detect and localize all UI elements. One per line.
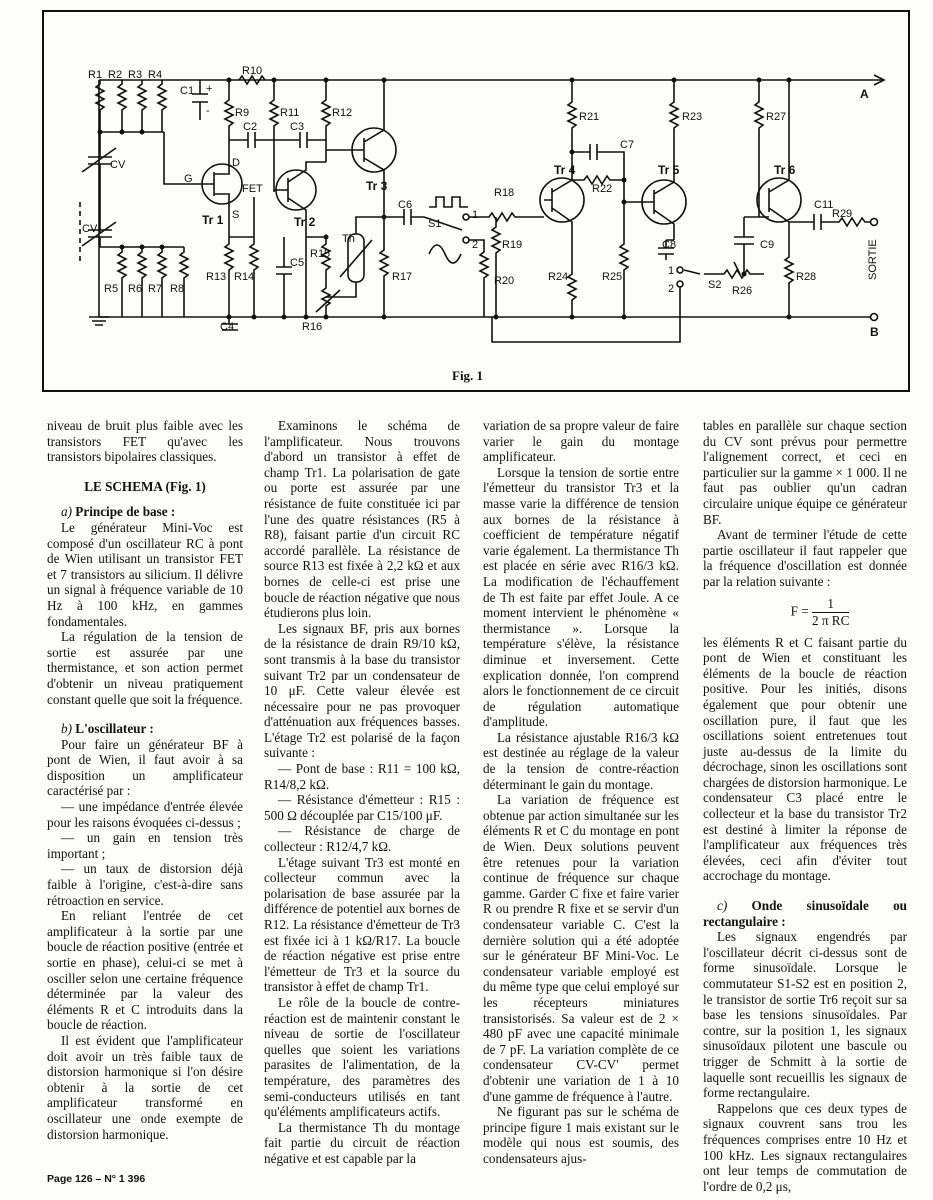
col1-p3: La régulation de la tension de sortie est assurée par une thermistance, et son action permet d'obtenir un niveau pratiquement constant quelle que soit la fréquence. [47, 629, 243, 707]
label-r10: R10 [242, 65, 263, 77]
col3-p5: Ne figurant pas sur le schéma de principe figure 1 mais existant sur le modèle qui nous est soumis, des condensateurs ajus- [483, 1104, 679, 1166]
label-cv2: CV [82, 223, 98, 235]
text-column-2 [264, 418, 460, 1167]
heading-principe-letter: a) [61, 504, 72, 520]
label-r3: R3 [128, 69, 143, 81]
col2-d1: — Pont de base : R11 = 100 kΩ, R14/8,2 kΩ. [264, 761, 460, 792]
col4-p5: Rappelons que ces deux types de signaux couvrent sans trou les fréquences comprises entre 10 Hz et 100 kHz. Les signaux rectangulaires ont leur temps de commutation de l'ordre de 0,2 μs, [703, 1100, 907, 1194]
heading-oscillateur-letter: b) [61, 721, 72, 737]
label-r23: R23 [682, 111, 703, 123]
label-r27: R27 [766, 111, 787, 123]
label-r2: R2 [108, 69, 123, 81]
col1-p6: Il est évident que l'amplificateur doit avoir un très faible taux de distorsion harmonique si l'on désire obtenir à la sortie de cet amplificateur transformé en oscillateur une onde exempte de distorsion harmonique. [47, 1032, 243, 1142]
label-r26: R26 [732, 285, 753, 297]
col3-p2: Lorsque la tension de sortie entre l'émetteur du transistor Tr3 et la masse varie la différence de tension aux bornes de la résistance à coefficient de température négatif varie également. La thermistance Th est placée en série avec R16/3 kΩ. La modification de l'échauffement de Th est faite par effet Joule. A ce moment intervient le phénomène « thermistance ». Lorsque la température s'élève, la résistance diminue et inversement. Cette explication donnée, l'on comprend alors le fonctionnement de ce circuit de régulation automatique d'amplitude. [483, 464, 679, 730]
label-r16: R16 [302, 321, 323, 333]
col2-d3: — Résistance de charge de collecteur : R12/4,7 kΩ. [264, 823, 460, 855]
label-c7: C7 [620, 139, 635, 151]
col1-d1: — une impédance d'entrée élevée pour les raisons évoquées ci-dessus ; [47, 799, 243, 830]
col1-d3: — un taux de distorsion déjà faible à l'origine, c'est-à-dire sans rétroaction en service. [47, 861, 243, 908]
label-r29: R29 [832, 208, 853, 220]
label-sortie: SORTIE [867, 239, 879, 280]
label-r13: R13 [206, 271, 227, 283]
label-r21: R21 [579, 111, 600, 123]
figure-caption: Fig. 1 [452, 368, 484, 383]
formula-lhs: F = [790, 603, 812, 619]
label-cv1: CV [110, 159, 126, 171]
col1-d2: — un gain en tension très important ; [47, 830, 243, 861]
label-r9: R9 [235, 107, 250, 119]
label-r28: R28 [796, 271, 817, 283]
label-c3: C3 [290, 121, 305, 133]
label-sw2: 2 [472, 239, 479, 251]
col3-p4: La variation de fréquence est obtenue par action simultanée sur les éléments R et C du montage en pont de Wien. Deux solutions peuvent être retenues pour la variation continue de fréquence sur chaque gamme. Garder C fixe et faire varier R ou prendre R fixe et se servir d'un condensateur variable C. C'est la dernière solution qui a été adoptée sur le générateur BF Mini-Voc. Le condensateur variable employé est du même type que celui employé sur les récepteurs miniatures transistorisés. Sa valeur est de 2 × 480 pF avec une capacité minimale de 7 pF. La variation complète de ce condensateur CV-CV' permet d'obtenir une variation de 1 à 10 d'une gamme de fréquence à l'autre. [483, 792, 679, 1104]
label-tr3: Tr 3 [366, 179, 388, 193]
heading-principe [47, 504, 243, 520]
label-c2: C2 [243, 121, 258, 133]
heading-oscillateur-title: L'oscillateur : [72, 721, 154, 737]
label-sw1: 1 [472, 209, 479, 221]
col2-p4: Le rôle de la boucle de contre-réaction est de maintenir constant le niveau de sortie de l'oscillateur quelles que soient les variations parasites de l'alimentation, de la température, des paramètres des semi-conducteurs utilisés en tant qu'éléments amplificateurs actifs. [264, 994, 460, 1120]
text-column-1 [47, 418, 243, 1142]
label-r22: R22 [592, 183, 613, 195]
label-tr5: Tr 5 [658, 163, 680, 177]
heading-onde [703, 898, 907, 929]
label-gate: G [184, 173, 193, 185]
label-c5: C5 [290, 257, 305, 269]
col4-p4: Les signaux engendrés par l'oscillateur décrit ci-dessus sont de forme sinusoïdale. Lorsque le commutateur S1-S2 est en position 2, le transistor de sortie Tr6 reçoit sur sa base les tensions sinusoïdales. Par contre, sur la position 1, les signaux sinusoïdaux pilotent une bascule ou trigger de Schmitt à la sortie de laquelle sont recueillis les signaux de forme rectangulaire. [703, 929, 907, 1101]
heading-oscillateur [47, 721, 243, 737]
frequency-formula [733, 596, 907, 629]
formula-denominator: 2 π RC [811, 612, 850, 628]
label-r7: R7 [148, 283, 163, 295]
col2-d2: — Résistance d'émetteur : R15 : 500 Ω découplée par C15/100 μF. [264, 792, 460, 823]
label-out-b: B [870, 325, 879, 339]
col1-p4: Pour faire un générateur BF à pont de Wien, il faut avoir à sa disposition un amplificateur caractérisé par : [47, 736, 243, 799]
label-sw3: 1 [668, 265, 675, 277]
label-tr1: Tr 1 [202, 213, 224, 227]
col4-p1: tables en parallèle sur chaque section du CV sont prévus pour permettre l'alignement correct, et ceci en particulier sur la gamme × 1 000. Il ne faut pas oublier qu'un cadran circulaire unique équipe ce générateur BF. [703, 418, 907, 527]
col1-p1: niveau de bruit plus faible avec les transistors FET qu'avec les transistors bipolaires classiques. [47, 418, 243, 465]
label-r1: R1 [88, 69, 103, 81]
label-sw4: 2 [668, 283, 675, 295]
col2-p1: Examinons le schéma de l'amplificateur. Nous trouvons d'abord un transistor à effet de champ Tr1. La polarisation de gate ou porte est assurée par une résistance de fuite constituée ici par l'une des quatre résistances (R5 à R8), faisant partie d'un circuit RC accordé parallèle. La résistance de source R13 est fixée à 2,2 kΩ et aux bornes de celle-ci est prise une boucle de réaction négative que nous étudierons plus loin. [264, 418, 460, 621]
label-c9: C9 [760, 239, 775, 251]
label-c4: C4 [220, 321, 235, 333]
col4-p3: les éléments R et C faisant partie du pont de Wien et constituant les éléments de la boucle de réaction positive. Pour les initiés, disons également que pour obtenir une oscillation pure, il faut que les oscillations soient entretenues tout juste au-dessus de la limite du décrochage, sinon les oscillations sont chargées de distorsion harmonique. Le condensateur C3 placé entre le collecteur et la base du transistor Tr2 est destiné à limiter la réponse de l'amplificateur aux fréquences très élevées, ceci afin d'éviter tout accrochage du montage. [703, 634, 907, 884]
label-r25: R25 [602, 271, 623, 283]
col3-p1: variation de sa propre valeur de faire varier le gain du montage amplificateur. [483, 418, 679, 465]
heading-onde-letter: c) [717, 898, 728, 914]
label-minus: - [206, 105, 210, 117]
label-c8: C8 [662, 239, 677, 251]
label-r18: R18 [494, 187, 515, 199]
col2-p3: L'étage suivant Tr3 est monté en collecteur commun avec la polarisation de base assurée par la différence de potentiel aux bornes de R12. La résistance d'émetteur de Tr3 est fixée ici à 1 kΩ/R17. La boucle de réaction négative est prise entre l'émetteur de Tr3 et la source du transistor à effet de champ Tr1. [264, 854, 460, 995]
label-r17: R17 [392, 271, 413, 283]
heading-schema: LE SCHEMA (Fig. 1) [84, 478, 206, 494]
col1-p2: Le générateur Mini-Voc est composé d'un oscillateur RC à pont de Wien utilisant un transistor FET et 7 transistors au silicium. Il délivre un signal à fréquence variable de 10 Hz à 100 kHz, en gammes fondamentales. [47, 519, 243, 629]
col2-p2: Les signaux BF, pris aux bornes de la résistance de drain R9/10 kΩ, sont transmis à la base du transistor suivant Tr2 par un condensateur de 10 μF. Cette valeur élevée est nécessaire pour ne pas provoquer d'atténuation aux fréquences basses. L'étage Tr2 est polarisé de la façon suivante : [264, 620, 460, 761]
label-fet: FET [242, 183, 263, 195]
col4-p2: Avant de terminer l'étude de cette partie oscillateur il faut rappeler que la fréquence d'oscillation est donnée par la relation suivante : [703, 527, 907, 589]
circuit-schematic [44, 12, 908, 390]
label-tr6: Tr 6 [774, 163, 796, 177]
label-r4: R4 [148, 69, 163, 81]
label-source: S [232, 209, 240, 221]
label-out-a: A [860, 87, 869, 101]
text-column-4 [703, 418, 907, 1194]
label-c1: C1 [180, 85, 195, 97]
col1-p5: En reliant l'entrée de cet amplificateur à la sortie par une boucle de réaction positive (entrée et sortie en phase), celui-ci se met à osciller selon une certaine fréquence déterminée par la valeur des éléments R et C introduits dans la boucle de réaction. [47, 908, 243, 1033]
label-s2: S2 [708, 279, 722, 291]
label-s1: S1 [428, 218, 442, 230]
heading-principe-title: Principe de base : [72, 504, 176, 520]
figure-frame [42, 10, 910, 392]
label-c11: C11 [814, 199, 834, 211]
label-tr2: Tr 2 [294, 215, 316, 229]
label-r5: R5 [104, 283, 119, 295]
label-tr4: Tr 4 [554, 163, 576, 177]
col3-p3: La résistance ajustable R16/3 kΩ est destinée au réglage de la valeur de la tension de contre-réaction déterminant le gain du montage. [483, 729, 679, 792]
text-column-3 [483, 418, 679, 1167]
label-r14: R14 [234, 271, 255, 283]
label-r11: R11 [280, 107, 300, 119]
label-r15: R15 [310, 248, 331, 260]
label-c6: C6 [398, 199, 413, 211]
label-r6: R6 [128, 283, 143, 295]
label-r12: R12 [332, 107, 353, 119]
heading-onde-title: Onde sinusoïdale ou rectangulaire : [703, 898, 907, 929]
col2-p5: La thermistance Th du montage fait partie du circuit de réaction négative et est capable par la [264, 1119, 460, 1166]
label-r24: R24 [548, 271, 569, 283]
formula-fraction [812, 596, 849, 629]
formula-numerator: 1 [812, 596, 849, 613]
label-r19: R19 [502, 239, 523, 251]
label-r20: R20 [494, 275, 515, 287]
label-th: Th [342, 233, 355, 245]
page-footer: Page 126 – N° 1 396 [47, 1173, 146, 1185]
label-plus: + [206, 83, 213, 95]
label-drain: D [232, 157, 240, 169]
label-r8: R8 [170, 283, 185, 295]
